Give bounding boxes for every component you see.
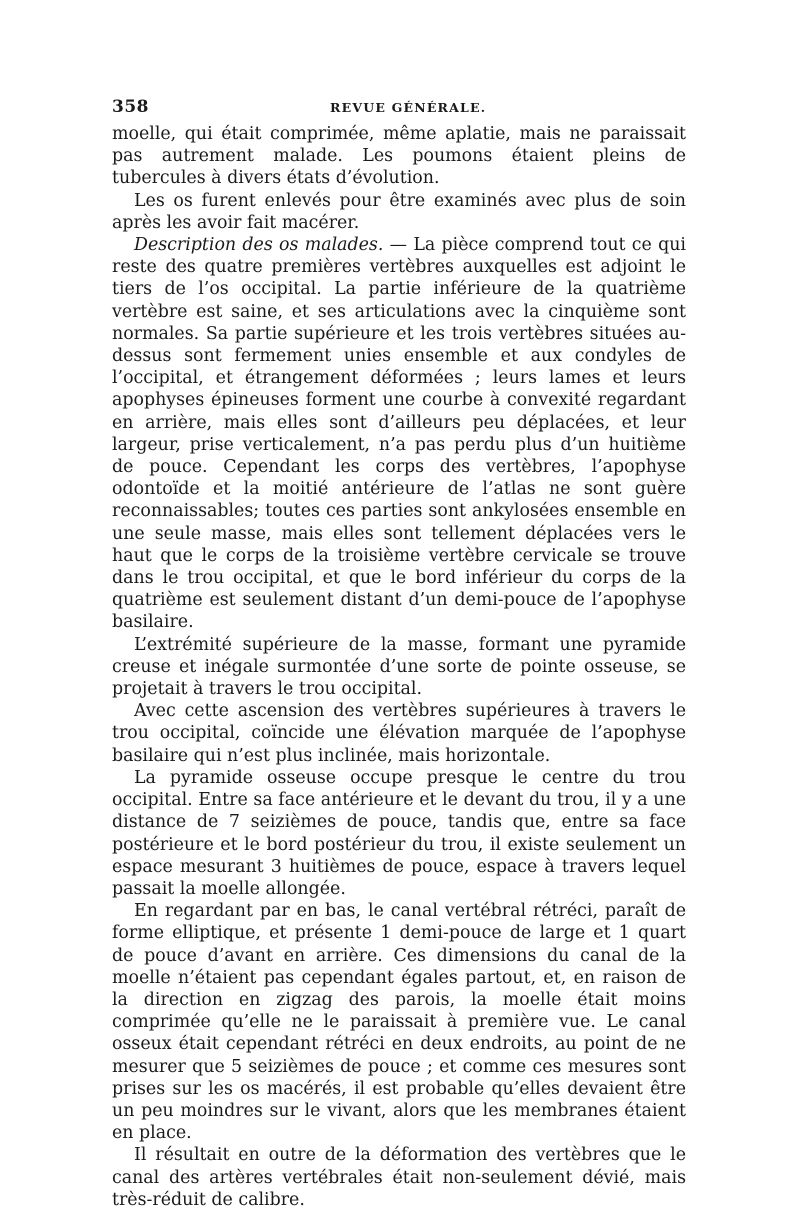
paragraph: Il résultait en outre de la déformation des vertèbres que le canal des artères vertébrales était non-seulement dévié, mais très-réduit de calibre. (112, 1145, 686, 1210)
running-title: REVUE GÉNÉRALE. (330, 100, 487, 115)
paragraph: En regardant par en bas, le canal vertébral rétréci, paraît de forme elliptique, et présente 1 demi-pouce de large et 1 quart de pouce d’avant en arrière. Ces dimensions du canal de la moelle n’étaient pas cependant égales partout, et, en raison de la direction en zigzag des parois, la moelle était moins comprimée qu’elle ne le paraissait à première vue. Le canal osseux était cependant rétréci en deux endroits, au point de ne mesurer que 5 seizièmes de pouce ; et comme ces mesures sont prises sur les os macérés, il est probable qu’elles devaient être un peu moindres sur le vivant, alors que les membranes étaient en place. (112, 901, 686, 1144)
paragraph: Description des os malades. — La pièce comprend tout ce qui reste des quatre premières vertèbres auxquelles est adjoint le tiers de l’os occipital. La partie inférieure de la quatrième vertèbre est saine, et ses articulations avec la cinquième sont normales. Sa partie supérieure et les trois vertèbres situées au-dessus sont fermement unies ensemble et aux condyles de l’occipital, et étrangement déformées ; leurs lames et leurs apophyses épineuses forment une courbe à convexité regardant en arrière, mais elles sont d’ailleurs peu déplacées, et leur largeur, prise verticalement, n’a pas perdu plus d’un huitième de pouce. Cependant les corps des vertèbres, l’apophyse odontoïde et la moitié antérieure de l’atlas ne sont guère reconnaissables; toutes ces parties sont ankylosées ensemble en une seule masse, mais elles sont tellement déplacées vers le haut que le corps de la troisième vertèbre cervicale se trouve dans le trou occipital, et que le bord inférieur du corps de la quatrième est seulement distant d’un demi-pouce de l’apophyse basilaire. (112, 235, 686, 633)
page-header (112, 97, 686, 123)
paragraph: Avec cette ascension des vertèbres supérieures à travers le trou occipital, coïncide une élévation marquée de l’apophyse basilaire qui n’est plus inclinée, mais horizontale. (112, 701, 686, 766)
paragraph: Les os furent enlevés pour être examinés avec plus de soin après les avoir fait macérer. (112, 190, 686, 233)
paragraph: La pyramide osseuse occupe presque le centre du trou occipital. Entre sa face antérieure et le devant du trou, il y a une distance de 7 seizièmes de pouce, tandis que, entre sa face postérieure et le bord postérieur du trou, il existe seulement un espace mesurant 3 huitièmes de pouce, espace à travers lequel passait la moelle allongée. (112, 767, 686, 899)
section-lead: Description des os malades. (134, 235, 384, 256)
book-page (112, 97, 686, 1211)
page-number: 358 (112, 97, 149, 117)
paragraph: L’extrémité supérieure de la masse, formant une pyramide creuse et inégale surmontée d’une sorte de pointe osseuse, se projetait à travers le trou occipital. (112, 634, 686, 700)
body-text (112, 123, 686, 1211)
paragraph: moelle, qui était comprimée, même aplatie, mais ne paraissait pas autrement malade. Les poumons étaient pleins de tubercules à divers états d’évolution. (112, 124, 686, 189)
